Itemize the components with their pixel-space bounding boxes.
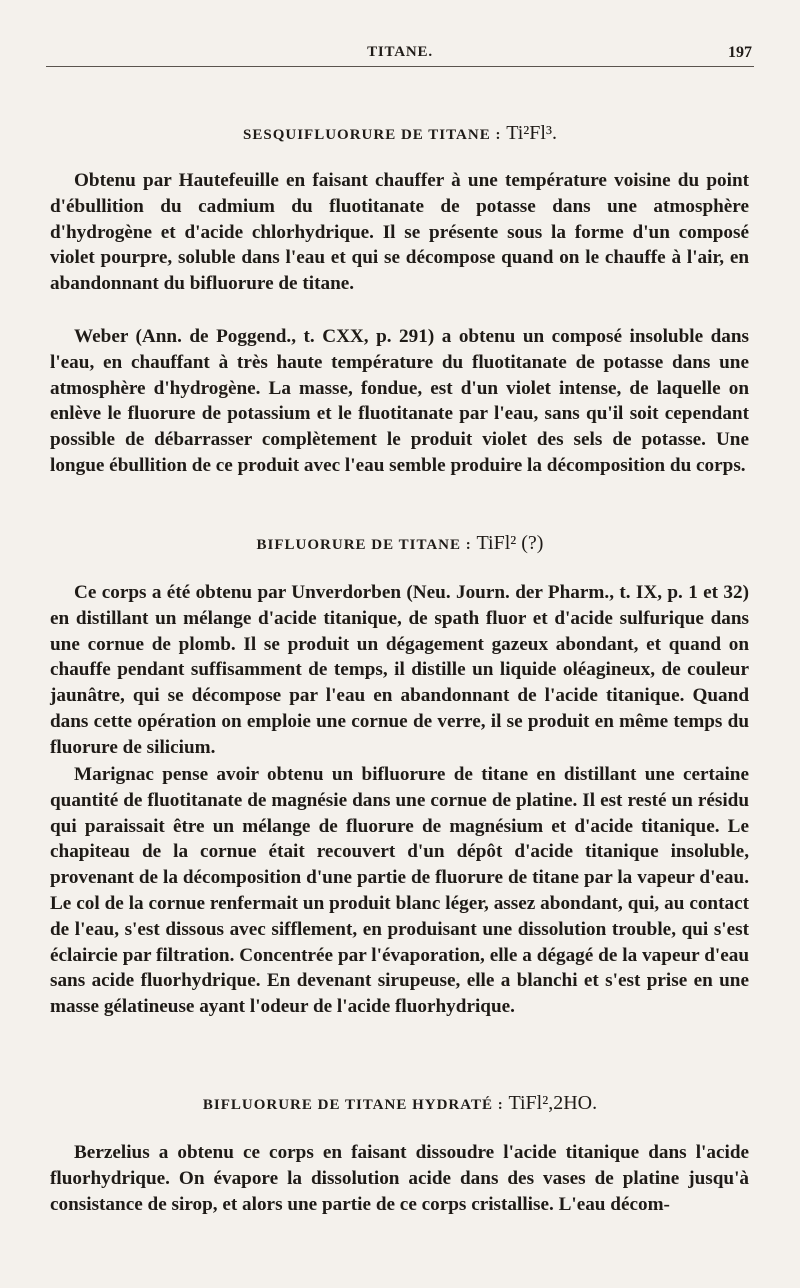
section-formula: TiFl² (?): [476, 532, 544, 554]
running-title: TITANE.: [367, 44, 433, 60]
paragraph: Berzelius a obtenu ce corps en faisant dissoudre l'acide titanique dans l'acide fluorhydrique. On évapore la dissolution acide dans des vases de platine jusqu'à consistance de sirop, et alors une partie de ce corps cristallise. L'eau décom-: [50, 1142, 749, 1215]
paragraph: Marignac pense avoir obtenu un bifluorure de titane en distillant une certaine quantité de fluotitanate de magnésie dans une cornue de platine. Il est resté un résidu qui paraissait être un mélange de fluorure de magnésium et d'acide titanique. Le chapiteau de la cornue était recouvert d'un dépôt d'acide titanique insoluble, provenant de la décomposition d'une partie de fluorure de titane par la vapeur d'eau. Le col de la cornue renfermait un produit blanc léger, assez abondant, qui, au contact de l'eau, s'est dissous avec sifflement, en produisant une dissolution trouble, qui s'est éclaircie par filtration. Concentrée par l'évaporation, elle a dégagé de la vapeur d'eau sans acide fluorhydrique. En devenant sirupeuse, elle a blanchi et s'est prise en une masse gélatineuse ayant l'odeur de l'acide fluorhydrique.: [50, 764, 749, 1018]
section-formula: Ti²Fl³.: [506, 122, 557, 144]
section-heading-bifluorure: [0, 532, 800, 555]
section-heading-text: BIFLUORURE DE TITANE :: [256, 537, 472, 553]
page-number: 197: [728, 44, 752, 61]
header-rule: [46, 66, 754, 67]
section-heading-text: SESQUIFLUORURE DE TITANE :: [243, 127, 502, 143]
running-header: [0, 40, 800, 70]
section-heading-sesquifluorure: [0, 122, 800, 145]
paragraph: Ce corps a été obtenu par Unverdorben (Neu. Journ. der Pharm., t. IX, p. 1 et 32) en distillant un mélange d'acide titanique, de spath fluor et d'acide sulfurique dans une cornue de plomb. Il se produit un dégagement gazeux abondant, et quand on chauffe pendant suffisamment de temps, il distille un liquide oléagineux, de couleur jaunâtre, qui se décompose par l'eau en abandonnant de l'acide titanique. Quand dans cette opération on emploie une cornue de verre, il se produit en même temps du fluorure de silicium.: [50, 582, 749, 758]
section-formula: TiFl²,2HO.: [508, 1092, 598, 1114]
section-heading-text: BIFLUORURE DE TITANE HYDRATÉ :: [202, 1097, 504, 1113]
paragraph: Weber (Ann. de Poggend., t. CXX, p. 291) a obtenu un composé insoluble dans l'eau, en chauffant à très haute température du fluotitanate de potasse dans une atmosphère d'hydrogène. La masse, fondue, est d'un violet intense, de laquelle on enlève le fluorure de potassium et le fluotitanate par l'eau, sans qu'il soit cependant possible de débarrasser complètement le produit violet des sels de potasse. Une longue ébullition de ce produit avec l'eau semble produire la décomposition du corps.: [50, 326, 749, 476]
section-heading-bifluorure-hydrate: [0, 1092, 800, 1115]
paragraph: Obtenu par Hautefeuille en faisant chauffer à une température voisine du point d'ébullition du cadmium du fluotitanate de potasse dans une atmosphère d'hydrogène et d'acide chlorhydrique. Il se présente sous la forme d'un composé violet pourpre, soluble dans l'eau et qui se décompose quand on le chauffe à l'air, en abandonnant du bifluorure de titane.: [50, 170, 749, 295]
